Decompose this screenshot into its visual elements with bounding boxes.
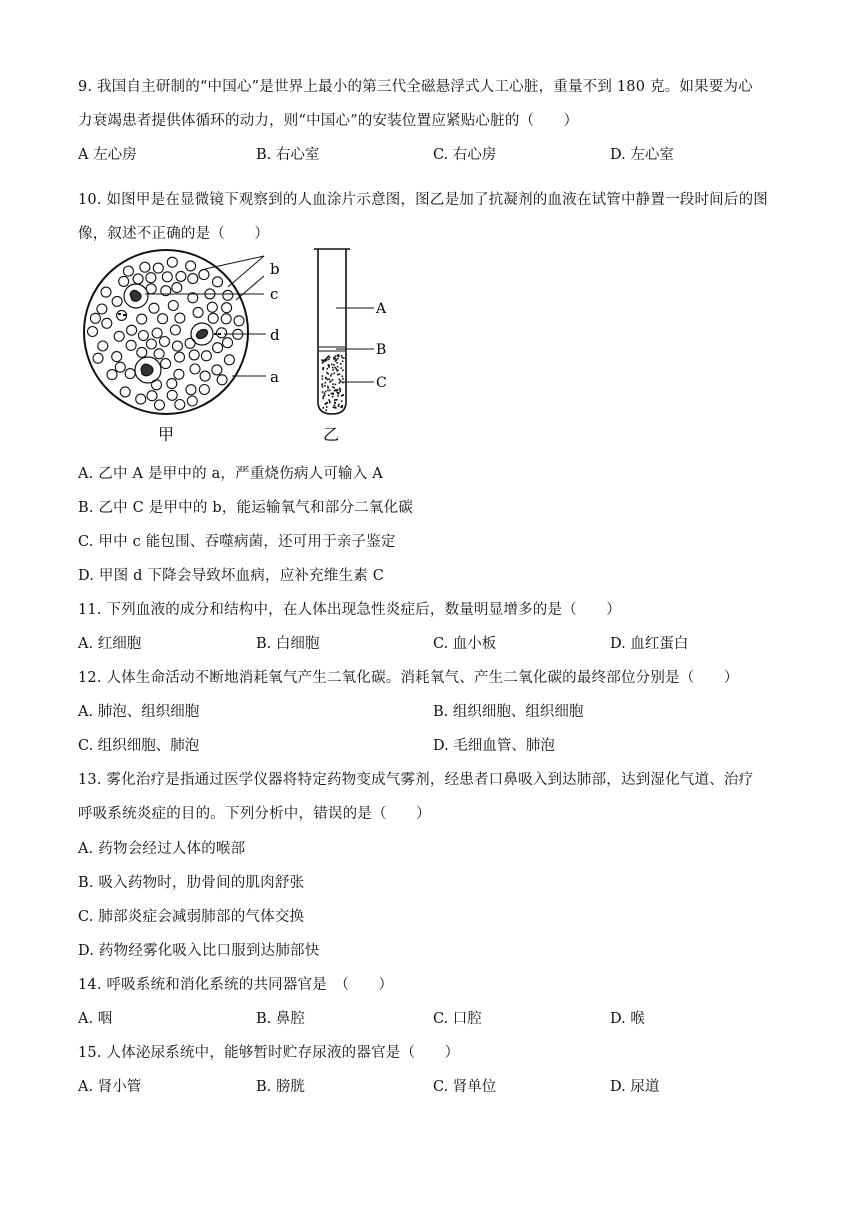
- red-blood-cell: [161, 359, 171, 369]
- sediment-dot: [325, 410, 327, 412]
- sediment-dot: [329, 357, 331, 359]
- sediment-dot: [324, 358, 326, 360]
- red-blood-cell: [217, 375, 227, 385]
- sediment-dot: [342, 370, 344, 372]
- q14-option-b: B. 鼻腔: [256, 1011, 305, 1027]
- sediment-dot: [337, 395, 339, 397]
- sediment-dot: [331, 393, 333, 395]
- sediment-dot: [333, 407, 335, 409]
- test-tube: [314, 249, 350, 414]
- sediment-dot: [334, 406, 336, 408]
- sediment-dot: [340, 391, 342, 393]
- red-blood-cell: [90, 313, 100, 323]
- red-blood-cell: [167, 257, 177, 267]
- red-blood-cell: [115, 362, 125, 372]
- sediment-dot: [322, 391, 324, 393]
- red-blood-cell: [125, 369, 135, 379]
- sediment-dot: [332, 396, 334, 398]
- sediment-dot: [335, 384, 337, 386]
- red-blood-cell: [172, 283, 182, 293]
- red-blood-cell: [112, 296, 122, 306]
- q10-option-a: A. 乙中 A 是甲中的 a，严重烧伤病人可输入 A: [78, 466, 383, 482]
- sediment-dot: [327, 373, 329, 375]
- q9-option-d: D. 左心室: [610, 147, 674, 163]
- red-blood-cell: [140, 262, 150, 272]
- sediment-dot: [332, 369, 334, 371]
- sediment-dot: [331, 364, 333, 366]
- q15-option-d: D. 尿道: [610, 1079, 660, 1095]
- sediment-dot: [334, 399, 336, 401]
- sediment-dot: [340, 389, 342, 391]
- white-blood-cell: [124, 284, 148, 308]
- red-blood-cell: [152, 328, 162, 338]
- red-blood-cell: [222, 303, 232, 313]
- red-blood-cell: [188, 274, 198, 284]
- sediment-dot: [322, 398, 324, 400]
- q12-option-a: A. 肺泡、组织细胞: [78, 704, 200, 720]
- red-blood-cell: [146, 339, 156, 349]
- red-blood-cell: [98, 341, 108, 351]
- sediment-dot: [337, 393, 339, 395]
- red-blood-cell: [160, 337, 170, 347]
- sediment-dot: [340, 363, 342, 365]
- sediment-dot: [325, 391, 327, 393]
- q11-option-b: B. 白细胞: [256, 636, 320, 652]
- q15-option-c: C. 肾单位: [433, 1079, 497, 1095]
- tube-leader-lines: [336, 308, 374, 382]
- sediment-dot: [341, 355, 343, 357]
- q12-stem: 12. 人体生命活动不断地消耗氧气产生二氧化碳。消耗氧气、产生二氧化碳的最终部位分别是（ ）: [78, 670, 739, 686]
- red-blood-cell: [119, 276, 129, 286]
- sediment-dot: [337, 358, 339, 360]
- red-blood-cell: [190, 364, 200, 374]
- red-blood-cell: [234, 316, 244, 326]
- sediment-dot: [342, 376, 344, 378]
- q11-option-c: C. 血小板: [433, 636, 497, 652]
- red-blood-cell: [153, 263, 163, 273]
- red-blood-cell: [133, 274, 143, 284]
- sediment-dot: [332, 367, 334, 369]
- red-blood-cell: [213, 277, 223, 287]
- sediment-dot: [334, 373, 336, 375]
- sediment-dot: [328, 365, 330, 367]
- sediment-dot: [341, 357, 343, 359]
- red-blood-cell: [127, 325, 137, 335]
- sediment-dot: [341, 395, 343, 397]
- sediment-dot: [337, 366, 339, 368]
- sediment-dot: [324, 385, 326, 387]
- sediment-dot: [337, 389, 339, 391]
- red-blood-cell: [186, 261, 196, 271]
- red-blood-cell: [146, 273, 156, 283]
- red-blood-cell: [175, 400, 185, 410]
- sediment-dot: [338, 356, 340, 358]
- q9-stem-line1: 9. 我国自主研制的“中国心”是世界上最小的第三代全磁悬浮式人工心脏，重量不到 180 克。如果要为心: [78, 79, 753, 95]
- sediment-dot: [338, 379, 340, 381]
- red-blood-cell: [137, 347, 147, 357]
- sediment-dot: [336, 362, 338, 364]
- q14-option-d: D. 喉: [610, 1011, 645, 1027]
- sediment-dot: [334, 404, 336, 406]
- sediment-dot: [336, 368, 338, 370]
- red-blood-cell: [158, 314, 168, 324]
- sediment-dot: [328, 378, 330, 380]
- label-A: A: [376, 301, 387, 317]
- red-blood-cell: [187, 396, 197, 406]
- label-B: B: [376, 342, 387, 358]
- q10-option-b: B. 乙中 C 是甲中的 b，能运输氧气和部分二氧化碳: [78, 500, 413, 516]
- sediment-dot: [334, 356, 336, 358]
- sediment-dot: [339, 382, 341, 384]
- red-blood-cell: [200, 371, 210, 381]
- red-blood-cell: [112, 352, 122, 362]
- red-blood-cell: [155, 400, 165, 410]
- q11-option-a: A. 红细胞: [78, 636, 142, 652]
- red-blood-cell: [207, 302, 217, 312]
- caption-yi: 乙: [323, 425, 340, 444]
- white-blood-cell: [191, 323, 213, 345]
- sediment-dot: [321, 384, 323, 386]
- sediment-dot: [328, 359, 330, 361]
- sediment-dot: [336, 370, 338, 372]
- red-blood-cell: [199, 270, 209, 280]
- red-blood-cell: [224, 355, 234, 365]
- blood-smear-circle: [84, 250, 248, 414]
- red-blood-cell: [167, 379, 177, 389]
- sediment-dot: [323, 361, 325, 363]
- red-blood-cell: [208, 313, 218, 323]
- q13-stem-line2: 呼吸系统炎症的目的。下列分析中，错误的是（ ）: [78, 806, 431, 822]
- sediment-dot: [341, 400, 343, 402]
- red-blood-cell: [93, 353, 103, 363]
- sediment-dot: [332, 383, 334, 385]
- red-blood-cell: [221, 314, 231, 324]
- red-blood-cell: [174, 369, 184, 379]
- q15-stem: 15. 人体泌尿系统中，能够暂时贮存尿液的器官是（ ）: [78, 1045, 460, 1061]
- sediment-dot: [326, 402, 328, 404]
- red-blood-cell: [223, 338, 233, 348]
- sediment-dot: [325, 382, 327, 384]
- q11-stem: 11. 下列血液的成分和结构中，在人体出现急性炎症后，数量明显增多的是（ ）: [78, 602, 621, 618]
- sediment-dot: [340, 367, 342, 369]
- q9-option-b: B. 右心室: [256, 147, 320, 163]
- sediment-dot: [342, 378, 344, 380]
- sediment-dot: [337, 392, 339, 394]
- red-blood-cell: [101, 287, 111, 297]
- label-b: b: [270, 260, 280, 278]
- q10-stem-line1: 10. 如图甲是在显微镜下观察到的人血涂片示意图，图乙是加了抗凝剂的血液在试管中静置一段时间后的图: [78, 192, 768, 208]
- q9-stem-line2: 力衰竭患者提供体循环的动力，则“中国心”的安装位置应紧贴心脏的（ ）: [78, 113, 579, 129]
- red-blood-cell: [223, 290, 233, 300]
- q10-option-d: D. 甲图 d 下降会导致坏血病，应补充维生素 C: [78, 568, 385, 584]
- q9-option-c: C. 右心房: [433, 147, 497, 163]
- sediment-dot: [322, 362, 324, 364]
- red-blood-cell: [168, 301, 178, 311]
- sediment-dot: [338, 354, 340, 356]
- q13-stem-line1: 13. 雾化治疗是指通过医学仪器将特定药物变成气雾剂，经患者口鼻吸入到达肺部，达到湿化气道、治疗: [78, 772, 754, 788]
- sediment-dot: [339, 388, 341, 390]
- sediment-dot: [332, 379, 334, 381]
- sediment-dot: [326, 359, 328, 361]
- sediment-dot: [340, 380, 342, 382]
- sediment-dot: [342, 361, 344, 363]
- sediment-dot: [341, 405, 343, 407]
- sediment-dot: [334, 390, 336, 392]
- sediment-dot: [328, 395, 330, 397]
- red-blood-cell: [212, 365, 222, 375]
- red-blood-cell: [185, 338, 195, 348]
- red-blood-cell: [176, 271, 186, 281]
- sediment-dot: [323, 396, 325, 398]
- sediment-dot: [323, 367, 325, 369]
- red-blood-cell: [213, 343, 223, 353]
- sediment-dot: [343, 394, 345, 396]
- red-blood-cell: [107, 370, 117, 380]
- sediment-dot: [329, 390, 331, 392]
- label-a: a: [270, 368, 279, 386]
- red-blood-cell: [147, 391, 157, 401]
- sediment-dot: [331, 373, 333, 375]
- sediment-dot: [334, 367, 336, 369]
- sediment-dot: [323, 407, 325, 409]
- sediment-dot: [328, 399, 330, 401]
- blood-figure: [78, 244, 418, 449]
- sediment-dot: [338, 404, 340, 406]
- sediment-dot: [327, 387, 329, 389]
- sediment-dot: [324, 394, 326, 396]
- sediment-dot: [335, 358, 337, 360]
- red-blood-cell: [88, 327, 98, 337]
- sediment-dot: [327, 368, 329, 370]
- q11-option-d: D. 血红蛋白: [610, 636, 689, 652]
- white-blood-cell: [135, 357, 161, 383]
- q14-option-c: C. 口腔: [433, 1011, 482, 1027]
- label-d: d: [270, 326, 280, 344]
- red-blood-cell: [201, 351, 211, 361]
- sediment-dot: [337, 374, 339, 376]
- sediment-dot: [322, 375, 324, 377]
- red-blood-cell: [123, 266, 133, 276]
- red-blood-cell: [170, 325, 180, 335]
- sediment-dot: [322, 378, 324, 380]
- q13-option-d: D. 药物经雾化吸入比口服到达肺部快: [78, 943, 320, 959]
- red-blood-cell: [189, 350, 199, 360]
- red-blood-cell: [162, 272, 172, 282]
- red-blood-cell: [152, 380, 162, 390]
- red-blood-cell: [186, 385, 196, 395]
- sediment-dot: [336, 359, 338, 361]
- q14-option-a: A. 咽: [78, 1011, 113, 1027]
- red-blood-cell: [138, 331, 148, 341]
- sediment-dot: [332, 392, 334, 394]
- red-blood-cell: [97, 304, 107, 314]
- red-blood-cell: [136, 394, 146, 404]
- red-blood-cell: [175, 352, 185, 362]
- sediment-dot: [326, 406, 328, 408]
- red-blood-cell: [120, 387, 130, 397]
- sediment-dot: [334, 402, 336, 404]
- red-blood-cell: [154, 349, 164, 359]
- q15-option-a: A. 肾小管: [78, 1079, 142, 1095]
- red-blood-cell: [149, 303, 159, 313]
- sediment-dot: [330, 380, 332, 382]
- red-blood-cell: [217, 328, 227, 338]
- sediment-dot: [327, 379, 329, 381]
- q10-stem-line2: 像，叙述不正确的是（ ）: [78, 226, 270, 242]
- q12-option-c: C. 组织细胞、肺泡: [78, 738, 200, 754]
- red-blood-cell: [114, 331, 124, 341]
- red-blood-cell: [175, 313, 185, 323]
- q13-option-a: A. 药物会经过人体的喉部: [78, 841, 246, 857]
- label-c: c: [270, 285, 279, 303]
- sediment-dot: [332, 386, 334, 388]
- sediment-dot: [333, 357, 335, 359]
- q13-option-c: C. 肺部炎症会减弱肺部的气体交换: [78, 909, 305, 925]
- sediment-dot: [322, 386, 324, 388]
- sediment-dot: [336, 390, 338, 392]
- sediment-dot: [333, 364, 335, 366]
- q14-stem: 14. 呼吸系统和消化系统的共同器官是 （ ）: [78, 977, 394, 993]
- red-blood-cell: [102, 318, 112, 328]
- sediment-dot: [326, 357, 328, 359]
- sediment-dot: [327, 390, 329, 392]
- label-C: C: [376, 375, 387, 391]
- sediment-dot: [338, 405, 340, 407]
- caption-jia: 甲: [158, 425, 175, 444]
- red-blood-cell: [193, 307, 203, 317]
- red-blood-cell: [126, 340, 136, 350]
- q10-option-c: C. 甲中 c 能包围、吞噬病菌，还可用于亲子鉴定: [78, 534, 396, 550]
- red-blood-cell: [167, 390, 177, 400]
- q13-option-b: B. 吸入药物时，肋骨间的肌肉舒张: [78, 875, 305, 891]
- q15-option-b: B. 膀胱: [256, 1079, 305, 1095]
- sediment-dot: [339, 374, 341, 376]
- q12-option-d: D. 毛细血管、肺泡: [433, 738, 555, 754]
- sediment-dot: [343, 357, 345, 359]
- red-blood-cell: [137, 314, 147, 324]
- sediment-dot: [324, 393, 326, 395]
- q12-option-b: B. 组织细胞、组织细胞: [433, 704, 584, 720]
- sediment-dot: [327, 386, 329, 388]
- sediment-dot: [330, 375, 332, 377]
- red-blood-cell: [199, 385, 209, 395]
- red-blood-cell: [172, 341, 182, 351]
- q9-option-a: A 左心房: [78, 147, 137, 163]
- sediment-dot: [329, 402, 331, 404]
- sediment-dot: [325, 377, 327, 379]
